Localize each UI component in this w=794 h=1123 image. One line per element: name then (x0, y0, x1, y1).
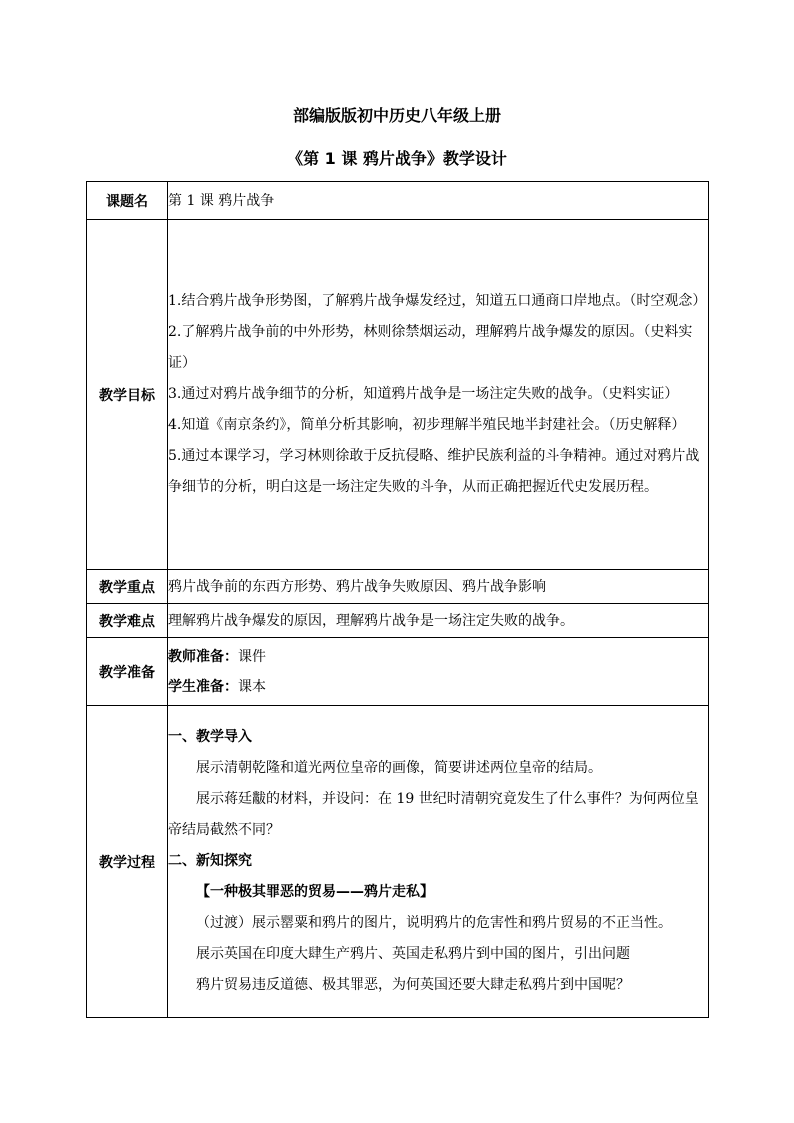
paragraph: 展示英国在印度大肆生产鸦片、英国走私鸦片到中国的图片，引出问题 (196, 946, 630, 962)
label-topic: 课题名 (87, 182, 168, 220)
label-difficulties: 教学难点 (87, 604, 168, 638)
document-title: 部编版版初中历史八年级上册 (292, 106, 501, 125)
section-heading: 二、新知探究 (168, 853, 252, 869)
table-row-preparation (87, 638, 709, 706)
goal-item: 4.知道《南京条约》，简单分析其影响，初步理解半殖民地半封建社会。（历史解释） (168, 417, 686, 433)
table-row-topic (87, 182, 709, 220)
teacher-preparation (168, 642, 708, 672)
table-row-difficulties (87, 604, 709, 638)
label-preparation: 教学准备 (87, 638, 168, 706)
section-heading: 一、教学导入 (168, 729, 252, 745)
paragraph: 展示清朝乾隆和道光两位皇帝的画像，简要讲述两位皇帝的结局。 (196, 760, 602, 776)
goal-item: 5.通过本课学习，学习林则徐敢于反抗侵略、维护民族利益的斗争精神。通过对鸦片战争细节的分析，明白这是一场注定失败的斗争，从而正确把握近代史发展历程。 (168, 448, 700, 495)
teacher-preparation-value: 课件 (238, 648, 266, 665)
value-goals (168, 220, 709, 570)
student-preparation-value: 课本 (238, 678, 266, 695)
value-difficulties: 理解鸦片战争爆发的原因，理解鸦片战争是一场注定失败的战争。 (168, 604, 709, 638)
paragraph: 展示蒋廷黻的材料，并设问：在 19 世纪时清朝究竟发生了什么事件？为何两位皇帝结局截然不同？ (168, 791, 699, 838)
table-row-key-points (87, 570, 709, 604)
value-preparation (168, 638, 709, 706)
student-preparation (168, 672, 708, 702)
label-key-points: 教学重点 (87, 570, 168, 604)
table-row-goals (87, 220, 709, 570)
lesson-plan-table (86, 181, 709, 1018)
paragraph: （过渡）展示罂粟和鸦片的图片，说明鸦片的危害性和鸦片贸易的不正当性。 (196, 915, 672, 931)
student-preparation-label: 学生准备： (168, 678, 238, 695)
goal-item: 2.了解鸦片战争前的中外形势，林则徐禁烟运动，理解鸦片战争爆发的原因。（史料实证） (168, 324, 693, 371)
goal-item: 3.通过对鸦片战争细节的分析，知道鸦片战争是一场注定失败的战争。（史料实证） (168, 386, 679, 402)
subheading: 【一种极其罪恶的贸易——鸦片走私】 (196, 884, 434, 900)
table-row-process (87, 706, 709, 1018)
document-subtitle: 《第 1 课 鸦片战争》教学设计 (287, 149, 507, 168)
value-process (168, 706, 709, 1018)
label-process: 教学过程 (87, 706, 168, 1018)
value-topic: 第 1 课 鸦片战争 (168, 182, 709, 220)
label-goals: 教学目标 (87, 220, 168, 570)
value-key-points: 鸦片战争前的东西方形势、鸦片战争失败原因、鸦片战争影响 (168, 570, 709, 604)
goal-item: 1.结合鸦片战争形势图，了解鸦片战争爆发经过，知道五口通商口岸地点。（时空观念） (168, 293, 707, 309)
paragraph: 鸦片贸易违反道德、极其罪恶，为何英国还要大肆走私鸦片到中国呢？ (196, 977, 630, 993)
teacher-preparation-label: 教师准备： (168, 648, 238, 665)
